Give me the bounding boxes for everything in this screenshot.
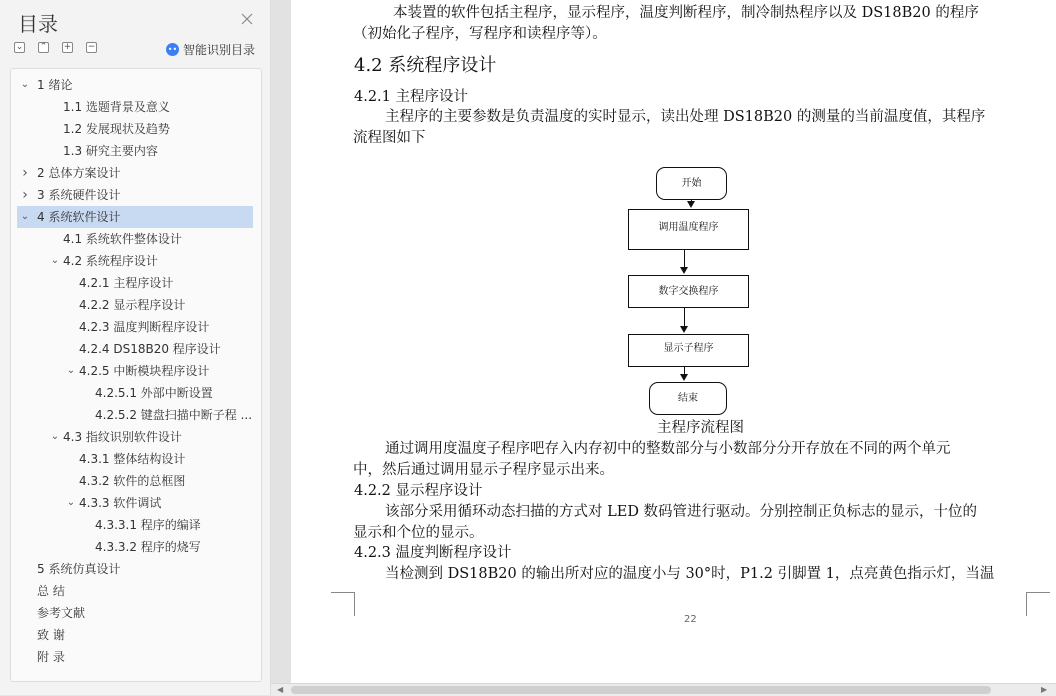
scrollbar-thumb[interactable] <box>291 686 991 694</box>
page-gutter <box>271 0 291 683</box>
toc-item-label: 1.2 发展现状及趋势 <box>63 122 170 136</box>
expand-all-icon[interactable]: ⌄ <box>15 42 24 52</box>
toc-item[interactable] <box>17 404 253 426</box>
ai-toc-label: 智能识别目录 <box>183 43 256 57</box>
paragraph-main-line1: 主程序的主要参数是负责温度的实时显示，读出处理 DS18B20 的测量的当前温度值，其程序 <box>385 109 986 125</box>
toc-item[interactable] <box>17 162 253 184</box>
close-icon[interactable] <box>240 12 254 26</box>
toc-item-label: 4.3.3.1 程序的编译 <box>95 518 201 532</box>
add-heading-icon[interactable]: + <box>63 42 72 52</box>
toc-item-label: 1.1 选题背景及意义 <box>63 100 170 114</box>
paragraph-after-line1: 通过调用度温度子程序吧存入内存初中的整数部分与小数部分分开存放在不同的两个单元 <box>385 441 951 457</box>
flowchart-step-convert: 数字交换程序 <box>628 275 749 308</box>
toc-item-label: 5 系统仿真设计 <box>37 562 121 576</box>
paragraph-main-line2: 流程图如下 <box>353 130 426 146</box>
toc-item-label: 4 系统软件设计 <box>37 210 121 224</box>
page-corner-mark-right <box>1026 592 1050 616</box>
toc-item[interactable] <box>17 96 253 118</box>
toc-item-label: 4.3.2 软件的总框图 <box>79 474 186 488</box>
paragraph-intro-line1: 本装置的软件包括主程序，显示程序，温度判断程序，制冷制热程序以及 DS18B20 的程序 <box>393 5 979 21</box>
toc-item-label: 2 总体方案设计 <box>37 166 121 180</box>
flowchart-connector <box>684 308 685 327</box>
paragraph-display-line1: 该部分采用循环动态扫描的方式对 LED 数码管进行驱动。分别控制正负标志的显示，十位的 <box>385 504 978 520</box>
chevron-right-icon[interactable]: › <box>22 187 28 203</box>
toc-item-label: 4.3 指纹识别软件设计 <box>63 430 182 444</box>
flowchart-arrow <box>687 201 695 208</box>
heading-4-2-3: 4.2.3 温度判断程序设计 <box>354 545 512 561</box>
toc-item[interactable] <box>17 492 253 514</box>
toc-item[interactable] <box>17 624 253 646</box>
toc-item-label: 致 谢 <box>37 628 65 642</box>
toc-item-label: 4.2.3 温度判断程序设计 <box>79 320 210 334</box>
flowchart-arrow <box>680 374 688 381</box>
toc-item-label: 4.2.5 中断模块程序设计 <box>79 364 210 378</box>
toc-item[interactable] <box>17 558 253 580</box>
toc-item-label: 总 结 <box>37 584 65 598</box>
scroll-right-icon[interactable]: ▶ <box>1041 685 1048 694</box>
chevron-down-icon[interactable]: ⌄ <box>20 211 30 222</box>
flowchart-arrow <box>680 326 688 333</box>
toc-item-label: 4.2.5.1 外部中断设置 <box>95 386 213 400</box>
document-page <box>291 0 1056 683</box>
toc-item[interactable] <box>17 228 253 250</box>
chevron-down-icon[interactable]: ⌄ <box>66 497 76 508</box>
toc-item-label: 4.2.5.2 键盘扫描中断子程 ... <box>95 408 253 422</box>
flowchart-end: 结束 <box>649 382 727 415</box>
chevron-right-icon[interactable]: › <box>22 165 28 181</box>
toc-item-label: 附 录 <box>37 650 65 664</box>
toc-item[interactable] <box>17 382 253 404</box>
collapse-all-icon[interactable]: ⌃ <box>39 42 48 52</box>
toc-item-label: 4.1 系统软件整体设计 <box>63 232 182 246</box>
chevron-down-icon[interactable]: ⌄ <box>50 431 60 442</box>
toc-item[interactable] <box>17 360 253 382</box>
paragraph-display-line2: 显示和个位的显示。 <box>353 525 484 541</box>
toc-item[interactable] <box>17 250 253 272</box>
flowchart-step-display: 显示子程序 <box>628 334 749 367</box>
toc-item[interactable] <box>17 602 253 624</box>
toc-item[interactable] <box>17 294 253 316</box>
page-number: 22 <box>684 614 697 625</box>
toc-item[interactable] <box>17 338 253 360</box>
toc-item-label: 1 绪论 <box>37 78 73 92</box>
toc-item-label: 4.2 系统程序设计 <box>63 254 158 268</box>
toc-item-label: 参考文献 <box>37 606 86 620</box>
toc-item-label: 4.2.4 DS18B20 程序设计 <box>79 342 221 356</box>
toc-item[interactable] <box>17 74 253 96</box>
toc-item[interactable] <box>17 272 253 294</box>
page-corner-mark-left <box>331 592 355 616</box>
toc-item-label: 4.2.1 主程序设计 <box>79 276 174 290</box>
toc-item[interactable] <box>17 580 253 602</box>
toc-item[interactable] <box>17 118 253 140</box>
scroll-left-icon[interactable]: ◀ <box>277 685 284 694</box>
toc-item[interactable] <box>17 184 253 206</box>
horizontal-scrollbar[interactable] <box>271 683 1056 696</box>
heading-4-2-1: 4.2.1 主程序设计 <box>354 89 469 105</box>
paragraph-temp-line1: 当检测到 DS18B20 的输出所对应的温度小与 30°时，P1.2 引脚置 1，点亮黄色指示灯，当温 <box>385 566 995 582</box>
toc-item[interactable] <box>17 646 253 668</box>
toc-list <box>10 68 262 682</box>
toc-item[interactable] <box>17 426 253 448</box>
toc-sidebar <box>0 0 271 695</box>
toc-item[interactable] <box>17 140 253 162</box>
chevron-down-icon[interactable]: ⌄ <box>66 365 76 376</box>
toc-item[interactable] <box>17 206 253 228</box>
heading-4-2: 4.2 系统程序设计 <box>354 55 497 76</box>
flowchart-connector <box>684 250 685 268</box>
flowchart-arrow <box>680 267 688 274</box>
toc-item-label: 4.3.3 软件调试 <box>79 496 162 510</box>
paragraph-intro-line2: （初始化子程序，写程序和读程序等）。 <box>353 26 607 42</box>
paragraph-after-line2: 中，然后通过调用显示子程序显示出来。 <box>353 462 614 478</box>
toc-item[interactable] <box>17 536 253 558</box>
toc-item[interactable] <box>17 316 253 338</box>
chevron-down-icon[interactable]: ⌄ <box>50 255 60 266</box>
toc-item[interactable] <box>17 514 253 536</box>
toc-item-label: 4.2.2 显示程序设计 <box>79 298 186 312</box>
ai-toc-button[interactable] <box>166 41 255 58</box>
toc-item-label: 3 系统硬件设计 <box>37 188 121 202</box>
toc-item-label: 4.3.1 整体结构设计 <box>79 452 186 466</box>
toc-item-label: 4.3.3.2 程序的烧写 <box>95 540 201 554</box>
flowchart-step-read-temp: 调用温度程序 <box>628 209 749 250</box>
toc-item-label: 1.3 研究主要内容 <box>63 144 158 158</box>
toc-item[interactable] <box>17 448 253 470</box>
toc-item[interactable] <box>17 470 253 492</box>
chevron-down-icon[interactable]: ⌄ <box>20 79 30 90</box>
flowchart-caption: 主程序流程图 <box>657 420 744 436</box>
ai-icon: •• <box>167 45 178 54</box>
flowchart-start: 开始 <box>656 167 727 200</box>
heading-4-2-2: 4.2.2 显示程序设计 <box>354 483 483 499</box>
remove-heading-icon[interactable]: − <box>87 42 96 52</box>
toc-title: 目录 <box>18 12 58 36</box>
